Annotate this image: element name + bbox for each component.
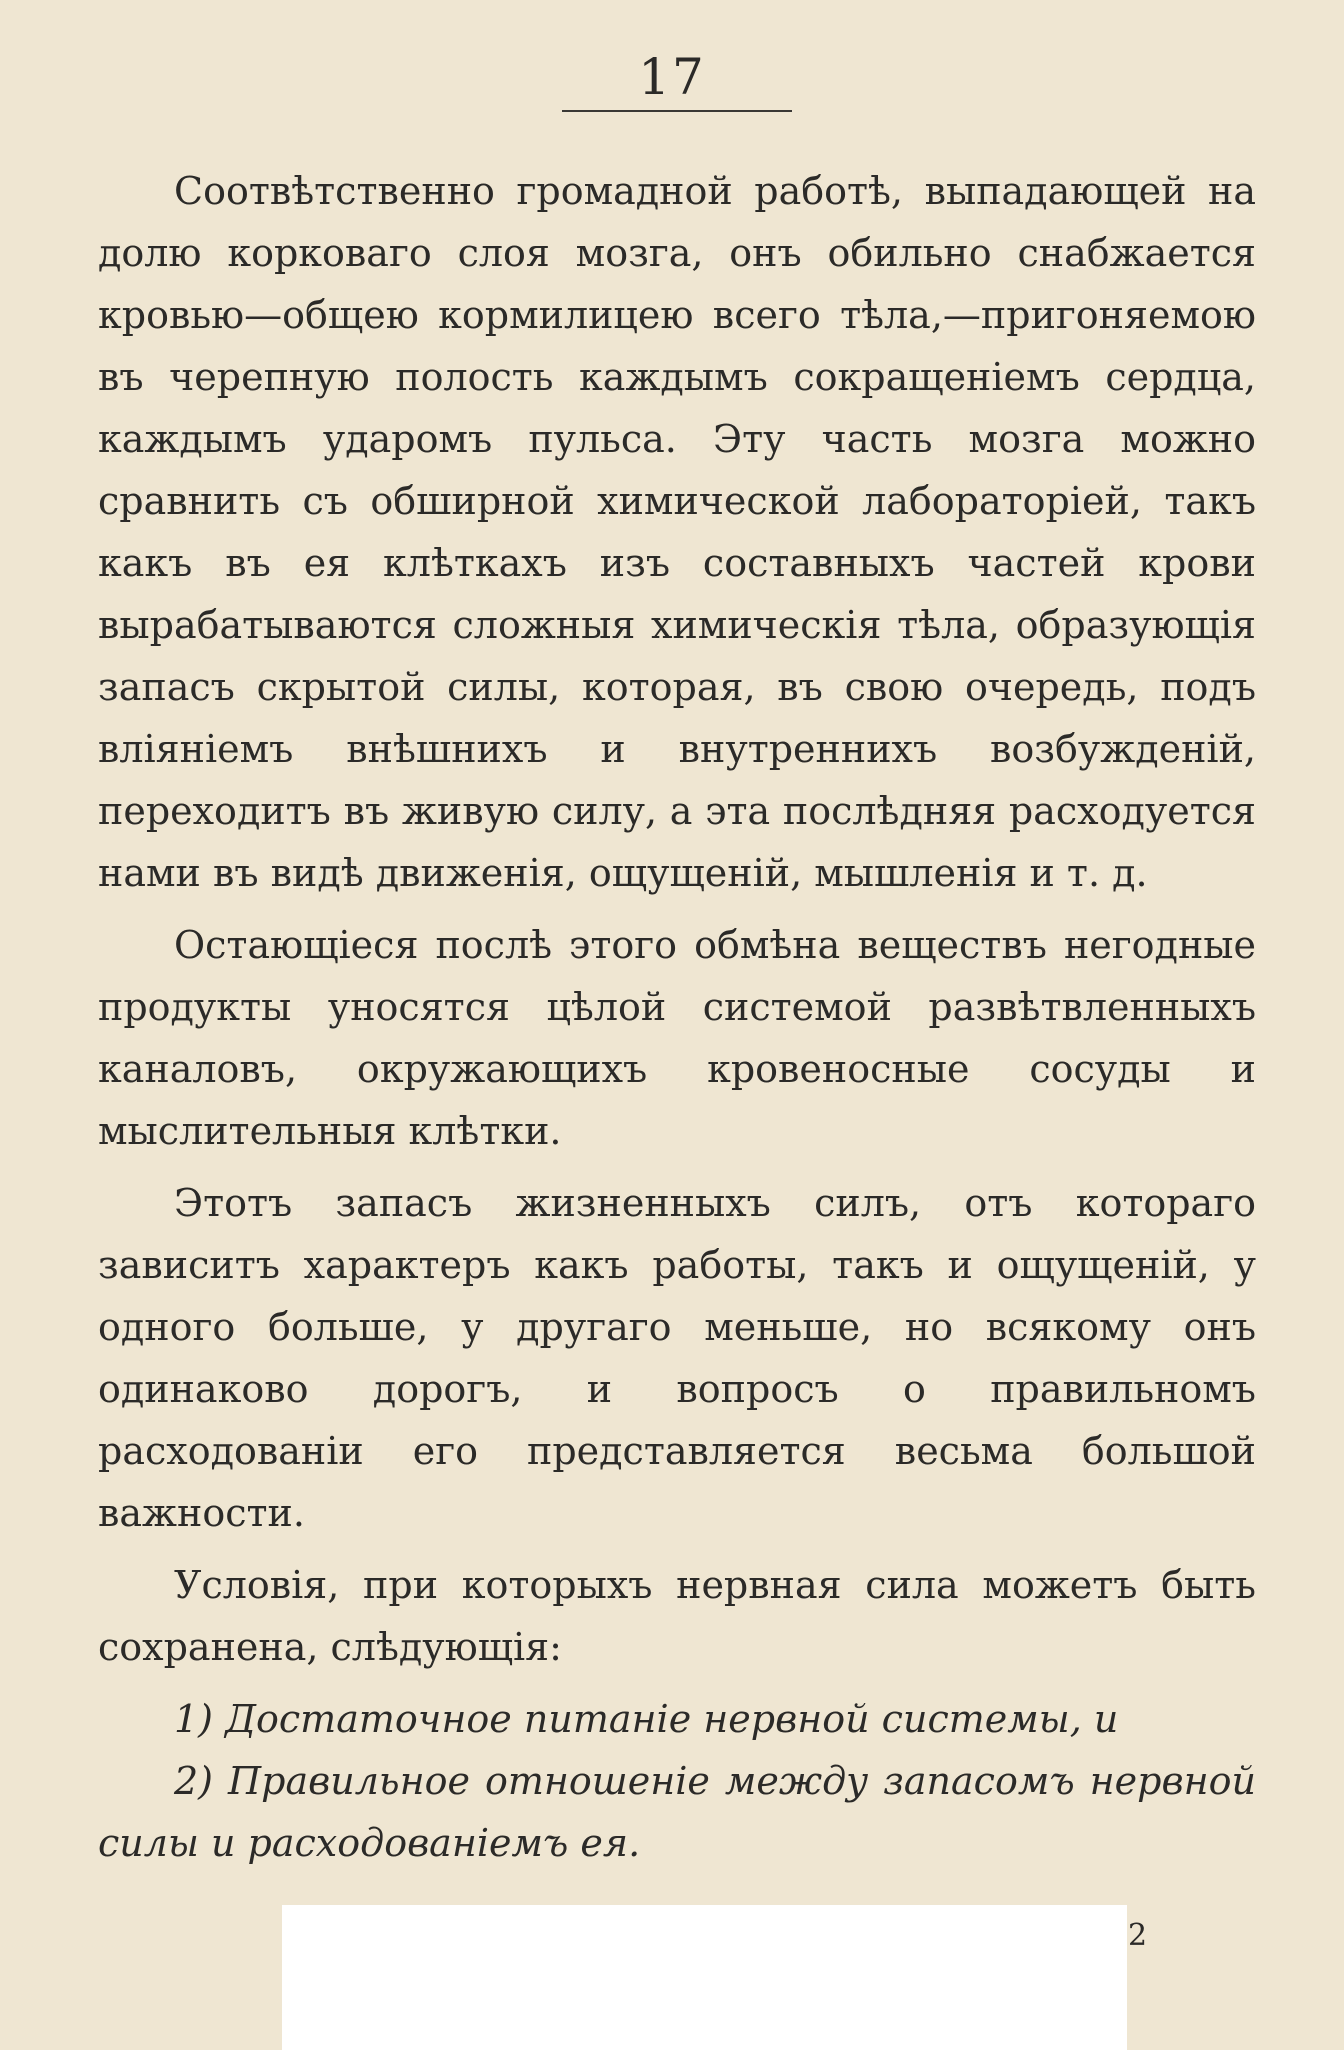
list-item-2-number: 2)	[174, 1759, 214, 1803]
list-item-2	[98, 1750, 1256, 1874]
paragraph-3: Этотъ запасъ жизненныхъ силъ, отъ котораго зависитъ характеръ какъ работы, такъ и ощущеній, у одного больше, у другаго меньше, но всякому онъ одинаково дорогъ, и вопросъ о правильномъ расходованіи его представляется весьма большой важности.	[98, 1181, 1256, 1535]
paragraph-4: Условія, при которыхъ нервная сила можетъ быть сохранена, слѣдующія:	[98, 1563, 1256, 1669]
list-item-2-text: Правильное отношеніе между запасомъ нервной силы и расходованіемъ ея.	[98, 1759, 1256, 1865]
paragraph-2: Остающіеся послѣ этого обмѣна веществъ негодные продукты уносятся цѣлой системой развѣтвленныхъ каналовъ, окружающихъ кровеносные сосуды и мыслительныя клѣтки.	[98, 923, 1256, 1153]
white-patch	[282, 1905, 1127, 2050]
header-rule	[562, 110, 792, 112]
list-item-1-text: Достаточное питаніе нервной системы, и	[225, 1697, 1119, 1741]
signature-mark: 2	[1128, 1918, 1148, 1953]
paragraph-1: Соотвѣтственно громадной работѣ, выпадающей на долю корковаго слоя мозга, онъ обильно снабжается кровью—общею кормилицею всего тѣла,—пригоняемою въ черепную полость каждымъ сокращеніемъ сердца, каждымъ ударомъ пульса. Эту часть мозга можно сравнить съ обширной химической лабораторіей, такъ какъ въ ея клѣткахъ изъ составныхъ частей крови вырабатываются сложныя химическія тѣла, образующія запасъ скрытой силы, которая, въ свою очередь, подъ вліяніемъ внѣшнихъ и внутреннихъ возбужденій, переходитъ въ живую силу, а эта послѣдняя расходуется нами въ видѣ движенія, ощущеній, мышленія и т. д.	[98, 169, 1256, 895]
list-item-1-number: 1)	[174, 1697, 214, 1741]
page-body	[98, 160, 1256, 1874]
page-number: 17	[638, 48, 706, 106]
list-item-1	[98, 1688, 1256, 1750]
